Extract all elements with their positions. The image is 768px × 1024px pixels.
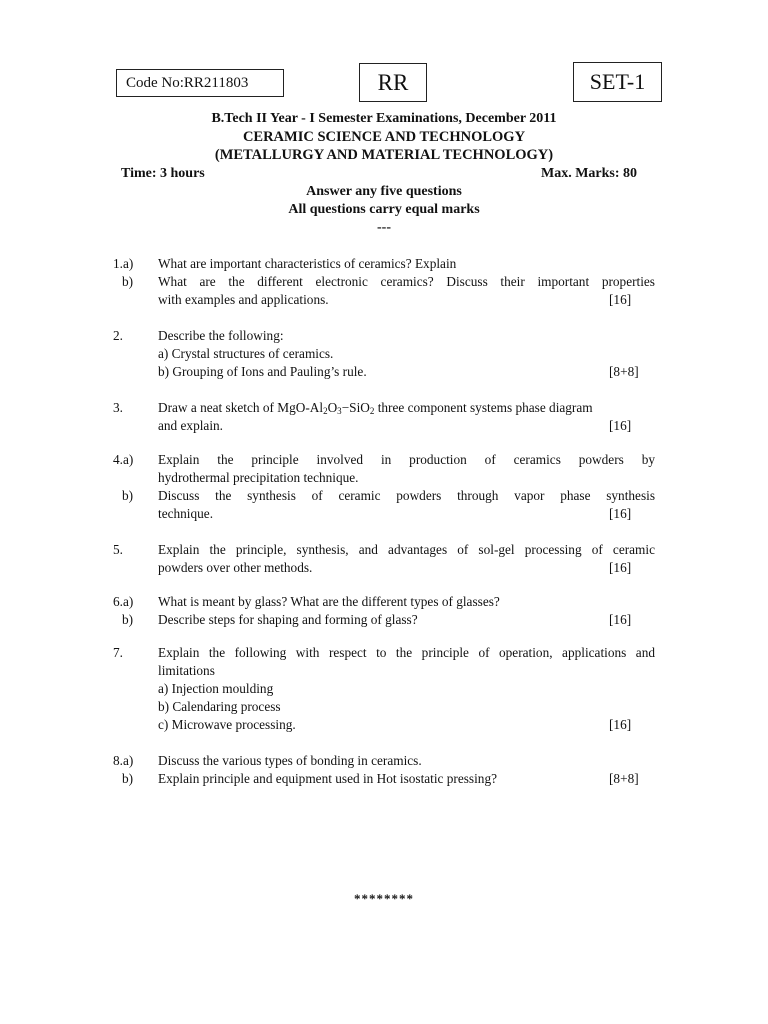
instruction-2: All questions carry equal marks xyxy=(288,202,480,217)
question-text: technique. xyxy=(158,506,214,521)
marks-label: [16] xyxy=(609,612,632,627)
time-label: Time: 3 hours xyxy=(121,166,205,181)
marks-label: [8+8] xyxy=(609,364,639,379)
set-box xyxy=(573,62,662,102)
question-number: 3. xyxy=(113,400,123,415)
marks-label: [16] xyxy=(609,292,632,307)
question-number: 7. xyxy=(113,645,123,660)
rr-label: RR xyxy=(377,69,409,95)
subscript: 2 xyxy=(323,406,328,416)
set-label: SET-1 xyxy=(589,69,646,94)
question-text: What are important characteristics of ceramics? Explain xyxy=(158,256,457,271)
subscript: 2 xyxy=(369,406,375,416)
question-number: 4.a) xyxy=(113,452,134,467)
question-text: Explain the following with respect to the principle of operation, applications and xyxy=(158,645,655,660)
question-text: What are the different electronic ceramics? Discuss their important properties xyxy=(158,274,655,289)
marks-label: [16] xyxy=(609,418,632,433)
question-text: Explain the principle, synthesis, and advantages of sol-gel processing of ceramic xyxy=(158,542,655,557)
question-number: 5. xyxy=(113,542,123,557)
question-text: and explain. xyxy=(158,418,223,433)
question-text: hydrothermal precipitation technique. xyxy=(158,470,359,485)
question-text: Describe the following: xyxy=(158,328,284,343)
question-text: a) Crystal structures of ceramics. xyxy=(158,346,334,361)
marks-label: [8+8] xyxy=(609,771,639,786)
question-number: b) xyxy=(122,274,134,289)
question-text: c) Microwave processing. xyxy=(158,717,296,732)
question-text: Explain the principle involved in production of ceramics powders by xyxy=(158,452,655,467)
question-text: a) Injection moulding xyxy=(158,681,274,696)
question-text-part: O xyxy=(327,400,338,415)
separator: --- xyxy=(377,220,391,235)
question-text-part: −SiO xyxy=(341,400,370,415)
marks-label: [16] xyxy=(609,717,632,732)
code-number-box xyxy=(116,69,284,97)
subscript: 3 xyxy=(337,406,342,416)
department-title: (METALLURGY AND MATERIAL TECHNOLOGY) xyxy=(214,147,554,163)
question-text: b) Calendaring process xyxy=(158,699,281,714)
question-number: b) xyxy=(122,488,134,503)
rr-box xyxy=(359,63,427,102)
question-text: powders over other methods. xyxy=(158,560,313,575)
question-text: b) Grouping of Ions and Pauling’s rule. xyxy=(158,364,367,379)
subject-title: CERAMIC SCIENCE AND TECHNOLOGY xyxy=(242,129,526,145)
code-number: Code No:RR211803 xyxy=(126,74,249,91)
question-text-part: Draw a neat sketch of MgO-Al xyxy=(158,400,324,415)
end-of-paper-mark: ******** xyxy=(354,891,414,906)
question-text: Describe steps for shaping and forming of glass? xyxy=(158,612,418,627)
instruction-1: Answer any five questions xyxy=(306,184,462,199)
question-text: limitations xyxy=(158,663,215,678)
exam-title: B.Tech II Year - I Semester Examinations, December 2011 xyxy=(211,111,557,126)
question-number: 6.a) xyxy=(113,594,134,609)
question-text-part: three component systems phase diagram xyxy=(374,400,593,415)
question-number: 8.a) xyxy=(113,753,134,768)
question-text: with examples and applications. xyxy=(158,292,329,307)
question-number: 1.a) xyxy=(113,256,134,271)
question-number: b) xyxy=(122,771,134,786)
marks-label: [16] xyxy=(609,506,632,521)
question-number: 2. xyxy=(113,328,123,343)
marks-label: [16] xyxy=(609,560,632,575)
question-text: Discuss the synthesis of ceramic powders through vapor phase synthesis xyxy=(158,488,655,503)
question-text: Explain principle and equipment used in Hot isostatic pressing? xyxy=(158,771,497,786)
question-text: What is meant by glass? What are the different types of glasses? xyxy=(158,594,500,609)
question-text: Discuss the various types of bonding in ceramics. xyxy=(158,753,422,768)
max-marks-label: Max. Marks: 80 xyxy=(541,166,638,181)
question-number: b) xyxy=(122,612,134,627)
